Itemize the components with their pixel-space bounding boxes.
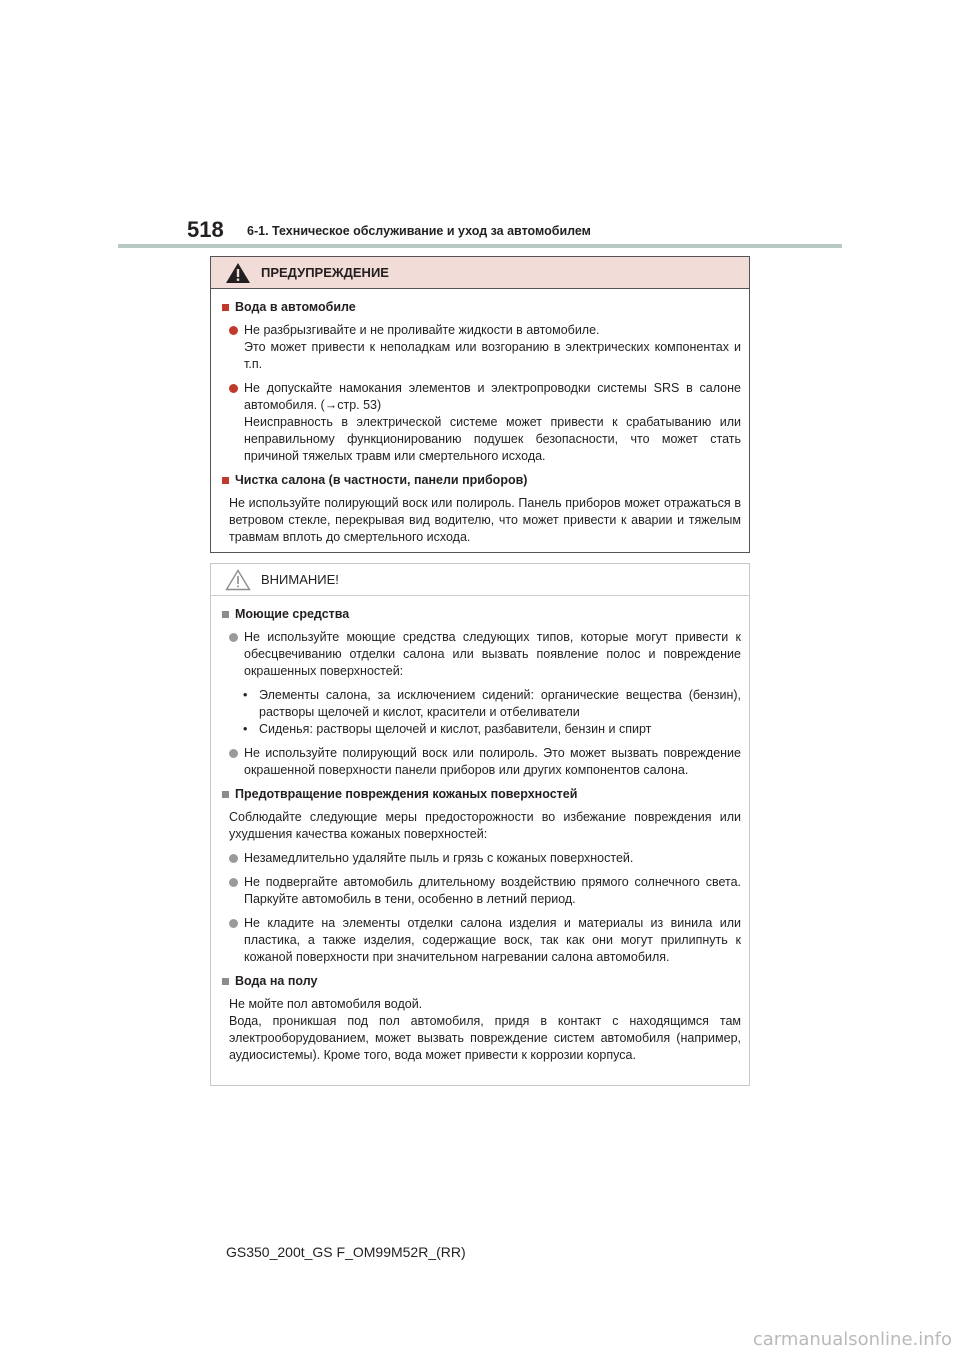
- section-heading: Чистка салона (в частности, панели приборов): [219, 472, 741, 489]
- round-bullet-icon: [229, 878, 238, 887]
- square-bullet-icon: [222, 477, 229, 484]
- section-title: 6-1. Техническое обслуживание и уход за автомобилем: [247, 224, 591, 238]
- round-bullet-icon: [229, 326, 238, 335]
- sub-bullet-icon: •: [243, 688, 248, 702]
- square-bullet-icon: [222, 304, 229, 311]
- page-number: 518: [187, 217, 224, 242]
- section-heading: Вода в автомобиле: [219, 299, 741, 316]
- warning-box-body: [211, 289, 749, 546]
- list-item: Не используйте моющие средства следующих типов, которые могут привести к обесцвечиванию отделки салона или вызвать появление полос и повреждение окрашенных поверхностей:: [219, 629, 741, 680]
- list-item: Не используйте полирующий воск или полироль. Это может вызвать повреждение окрашенной поверхности панели приборов или других компонентов салона.: [219, 745, 741, 779]
- list-item: Не разбрызгивайте и не проливайте жидкости в автомобиле. Это может привести к неполадкам или возгоранию в электрических компонентах и т.п.: [219, 322, 741, 373]
- section-heading: Вода на полу: [219, 973, 741, 990]
- round-bullet-icon: [229, 633, 238, 642]
- round-bullet-icon: [229, 919, 238, 928]
- notice-box: [210, 563, 750, 1086]
- warning-box-header: [211, 257, 749, 289]
- sub-list-item: • Сиденья: растворы щелочей и кислот, разбавители, бензин и спирт: [243, 722, 652, 736]
- warning-triangle-icon: [225, 262, 251, 284]
- list-item: Незамедлительно удаляйте пыль и грязь с кожаных поверхностей.: [219, 850, 741, 867]
- list-item: Не подвергайте автомобиль длительному воздействию прямого солнечного света. Паркуйте автомобиль в тени, особенно в летний период.: [219, 874, 741, 908]
- square-bullet-icon: [222, 791, 229, 798]
- paragraph: Не мойте пол автомобиля водой. Вода, проникшая под пол автомобиля, придя в контакт с находящимся там электрооборудованием, может вызвать повреждение систем автомобиля (например, аудиосистемы). Кроме того, вода может привести к коррозии корпуса.: [229, 997, 741, 1062]
- paragraph: Не используйте полирующий воск или полироль. Панель приборов может отражаться в ветровом стекле, перекрывая вид водителю, что может привести к аварии и тяжелым травмам вплоть до смертельного исхода.: [229, 496, 741, 544]
- notice-box-body: [211, 596, 749, 1064]
- list-item: Не допускайте намокания элементов и электропроводки системы SRS в салоне автомобиля. (→стр. 53) Неисправность в электрической системе может привести к срабатыванию или неправильному функционированию подушек безопасности, что может стать причиной тяжелых травм или смертельного исхода.: [219, 380, 741, 465]
- section-heading: Моющие средства: [219, 606, 741, 623]
- caution-triangle-icon: [225, 569, 251, 591]
- list-item: Не кладите на элементы отделки салона изделия и материалы из винила или пластика, а также изделия, содержащие воск, так как они могут прилипнуть к кожаной поверхности при значительном нагревании салона автомобиля.: [219, 915, 741, 966]
- square-bullet-icon: [222, 978, 229, 985]
- round-bullet-icon: [229, 854, 238, 863]
- paragraph: Соблюдайте следующие меры предосторожности во избежание повреждения или ухудшения качества кожаных поверхностей:: [229, 810, 741, 841]
- notice-title: ВНИМАНИЕ!: [261, 572, 339, 587]
- sub-list-item: • Элементы салона, за исключением сидений: органические вещества (бензин), растворы щелочей и кислот, красители и отбеливатели: [243, 688, 741, 719]
- warning-title: ПРЕДУПРЕЖДЕНИЕ: [261, 265, 389, 280]
- header-rule: [118, 244, 842, 248]
- model-code-footer: GS350_200t_GS F_OM99M52R_(RR): [226, 1244, 466, 1260]
- warning-box: [210, 256, 750, 553]
- square-bullet-icon: [222, 611, 229, 618]
- notice-box-header: [211, 564, 749, 596]
- round-bullet-icon: [229, 749, 238, 758]
- sub-bullet-icon: •: [243, 722, 248, 736]
- round-bullet-icon: [229, 384, 238, 393]
- watermark: carmanualsonline.info: [752, 1329, 952, 1350]
- section-heading: Предотвращение повреждения кожаных поверхностей: [219, 786, 741, 803]
